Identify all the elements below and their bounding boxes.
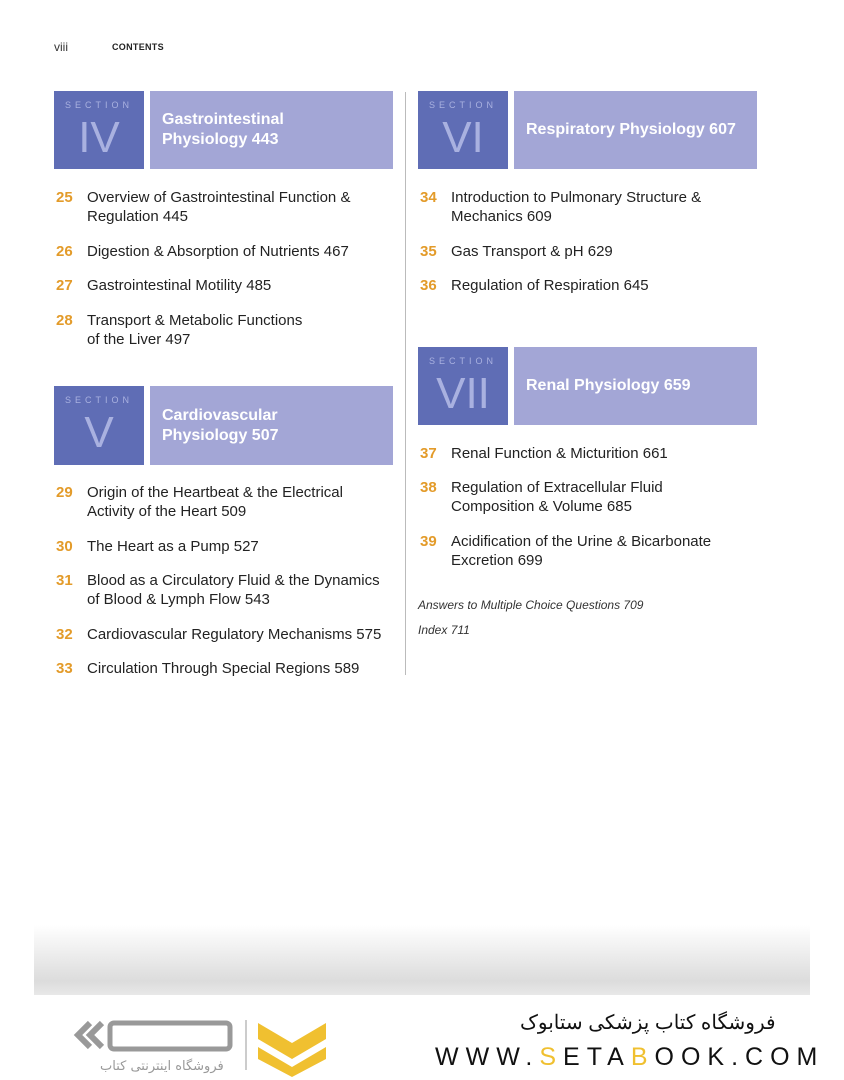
logo-icon — [70, 1015, 330, 1077]
section-vii-badge — [418, 347, 508, 425]
page-number: viii — [54, 40, 68, 54]
chapter-title: Activity of the Heart 509 — [87, 503, 247, 520]
section-v-title[interactable] — [150, 386, 393, 465]
chapter-title: Gas Transport & pH 629 — [451, 243, 613, 260]
section-word: SECTION — [428, 356, 497, 366]
section-iv-title[interactable] — [150, 91, 393, 169]
chapter-number: 30 — [56, 538, 73, 555]
section-numeral: IV — [78, 113, 120, 162]
section-iv-badge — [54, 91, 144, 169]
section-title-line: Physiology 507 — [162, 426, 279, 444]
chapter-title: Regulation 445 — [87, 208, 188, 225]
chapter-title: Mechanics 609 — [451, 208, 552, 225]
chapter-number: 28 — [56, 312, 73, 329]
chapter-title: Blood as a Circulatory Fluid & the Dynamics — [87, 572, 380, 589]
section-title-line: Cardiovascular — [162, 406, 278, 424]
chapter-number: 36 — [420, 277, 437, 294]
chapter-title: Overview of Gastrointestinal Function & — [87, 189, 351, 206]
chapter-number: 33 — [56, 660, 73, 677]
section-vii-title[interactable] — [514, 347, 757, 425]
chapter-title: Acidification of the Urine & Bicarbonate — [451, 533, 712, 550]
chapter-title: Cardiovascular Regulatory Mechanisms 575 — [87, 626, 382, 643]
chapter-title: Digestion & Absorption of Nutrients 467 — [87, 243, 349, 260]
chapter-number: 39 — [420, 533, 437, 550]
section-vi-badge — [418, 91, 508, 169]
section-numeral: VI — [442, 113, 484, 162]
section-v-badge — [54, 386, 144, 465]
index-entry[interactable]: Index 711 — [418, 623, 470, 637]
url-part: WWW. — [435, 1043, 540, 1071]
section-word: SECTION — [428, 100, 497, 110]
url-part: OOK.COM — [654, 1043, 825, 1071]
setabook-logo — [70, 1015, 330, 1080]
chapter-title: Composition & Volume 685 — [451, 498, 632, 515]
chapter-title: Origin of the Heartbeat & the Electrical — [87, 484, 343, 501]
chapter-title: Regulation of Respiration 645 — [451, 277, 649, 294]
chapter-number: 25 — [56, 189, 73, 206]
chapter-title: The Heart as a Pump 527 — [87, 538, 259, 555]
chapter-title: Introduction to Pulmonary Structure & — [451, 189, 702, 206]
section-word: SECTION — [64, 395, 133, 405]
chapter-title: of Blood & Lymph Flow 543 — [87, 591, 270, 608]
chapter-number: 31 — [56, 572, 73, 589]
section-vi-title[interactable] — [514, 91, 757, 169]
chapter-title: Circulation Through Special Regions 589 — [87, 660, 360, 677]
chapter-title: Regulation of Extracellular Fluid — [451, 479, 663, 496]
section-numeral: VII — [436, 369, 490, 418]
chapter-number: 26 — [56, 243, 73, 260]
section-numeral: V — [84, 408, 114, 457]
url-part: S — [539, 1043, 564, 1071]
chapter-title: Transport & Metabolic Functions — [87, 312, 303, 329]
url-part: ETA — [563, 1043, 631, 1071]
scan-shadow — [34, 925, 810, 995]
chapter-title: Excretion 699 — [451, 552, 543, 569]
chapter-title: of the Liver 497 — [87, 331, 191, 348]
store-name: فروشگاه کتاب پزشکی ستابوک — [520, 1012, 776, 1034]
section-title-line: Physiology 443 — [162, 131, 279, 148]
section-title-line: Renal Physiology 659 — [526, 377, 691, 394]
chapter-number: 38 — [420, 479, 437, 496]
chapter-title: Renal Function & Micturition 661 — [451, 445, 668, 462]
svg-text:فروشگاه اینترنتی کتاب: فروشگاه اینترنتی کتاب — [100, 1059, 224, 1074]
running-head: CONTENTS — [112, 42, 164, 52]
section-title-line: Respiratory Physiology 607 — [526, 121, 736, 138]
chapter-number: 32 — [56, 626, 73, 643]
chapter-number: 29 — [56, 484, 73, 501]
section-title-line: Gastrointestinal — [162, 111, 284, 128]
chapter-number: 34 — [420, 189, 437, 206]
chapter-title: Gastrointestinal Motility 485 — [87, 277, 272, 294]
chapter-number: 35 — [420, 243, 437, 260]
store-url[interactable] — [435, 1043, 824, 1072]
answers-entry[interactable]: Answers to Multiple Choice Questions 709 — [418, 598, 644, 612]
chapter-number: 37 — [420, 445, 437, 462]
url-part: B — [630, 1043, 655, 1071]
section-word: SECTION — [64, 100, 133, 110]
chapter-number: 27 — [56, 277, 73, 294]
